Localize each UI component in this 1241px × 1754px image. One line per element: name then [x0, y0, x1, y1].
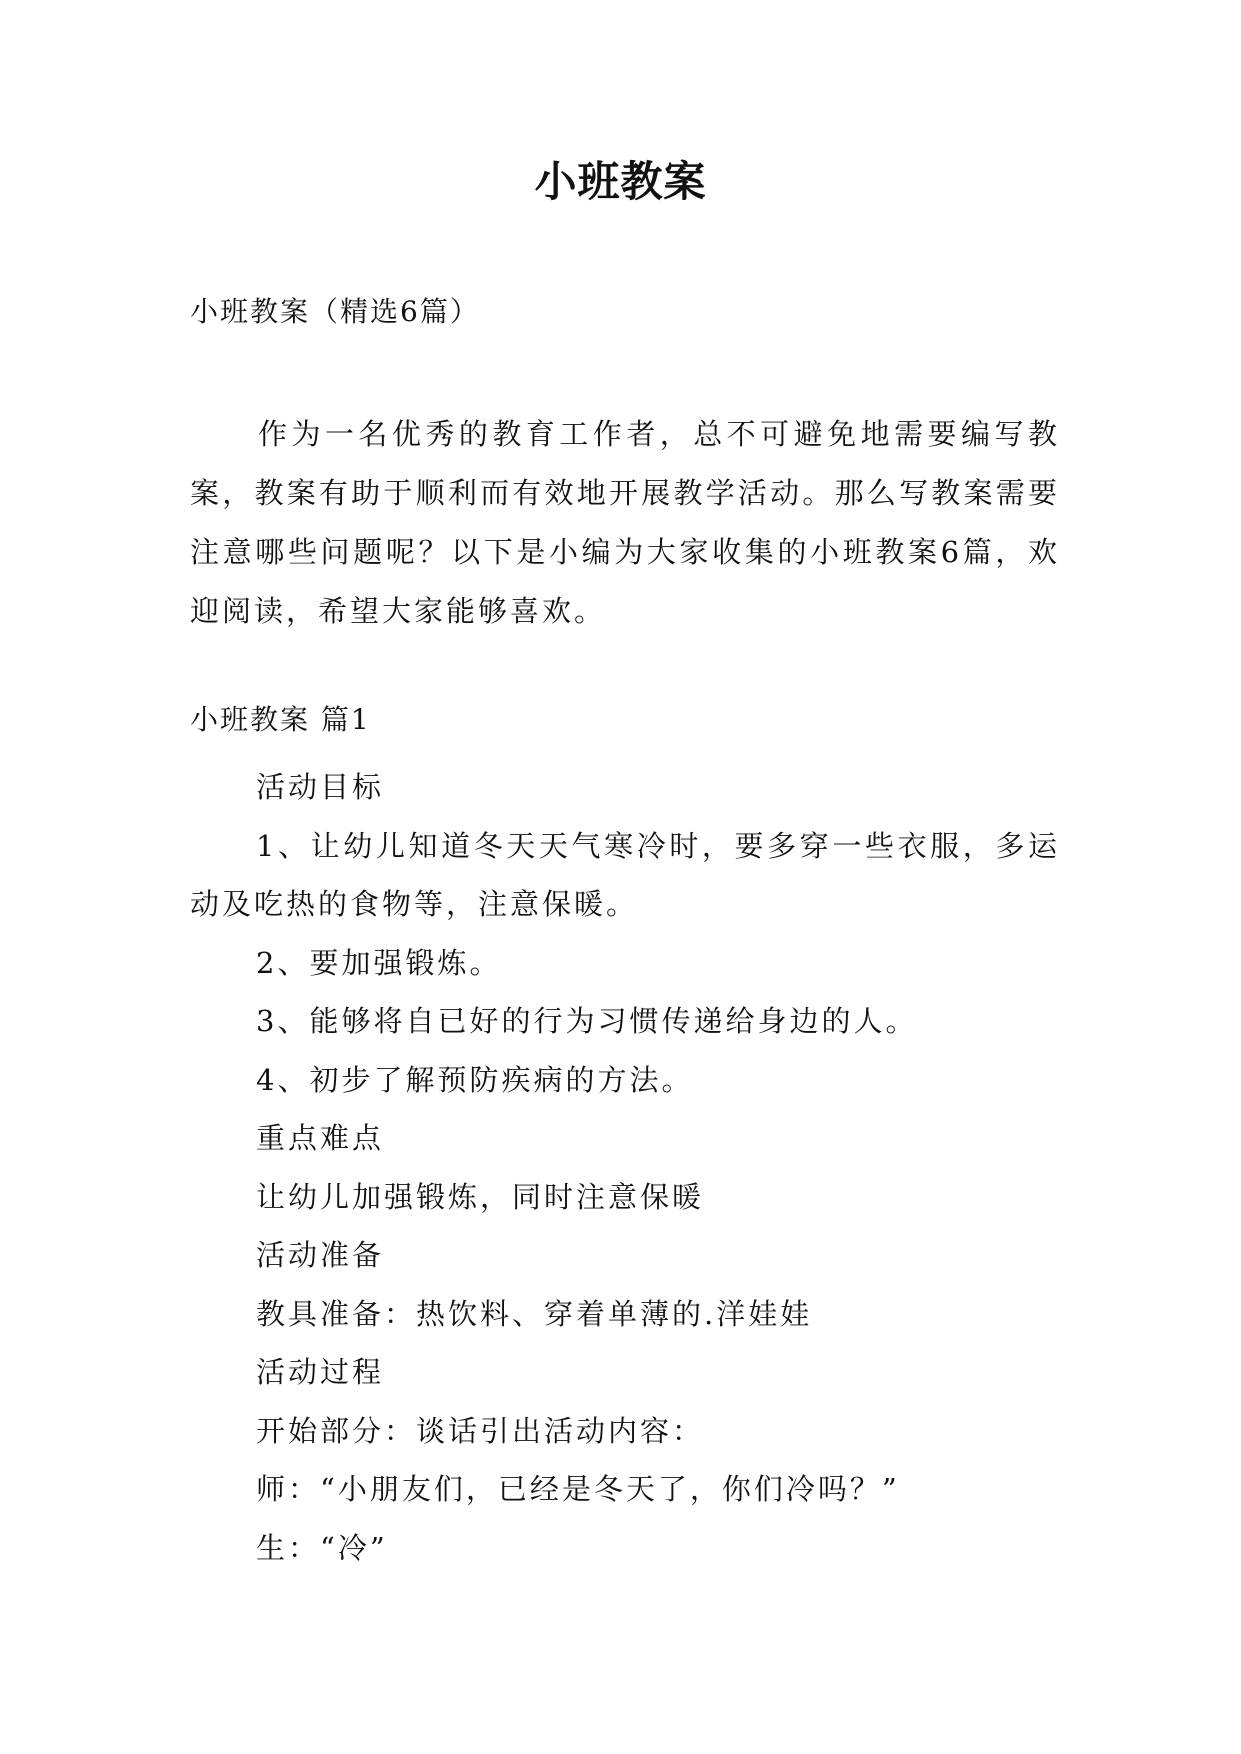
- line-goal-1: 1、让幼儿知道冬天天气寒冷时，要多穿一些衣服，多运动及吃热的食物等，注意保暖。: [190, 828, 1060, 921]
- line-goal-4: 4、初步了解预防疾病的方法。: [256, 1062, 694, 1097]
- line-activity-goals-heading: 活动目标: [256, 770, 385, 804]
- document-subtitle: 小班教案（精选6篇）: [190, 295, 480, 328]
- line-process-heading: 活动过程: [256, 1355, 385, 1389]
- section-1-heading: 小班教案 篇1: [190, 703, 371, 736]
- line-key-points: 让幼儿加强锻炼，同时注意保暖: [256, 1179, 705, 1214]
- line-key-points-heading: 重点难点: [256, 1121, 385, 1155]
- section-1: [190, 700, 1060, 1577]
- section-1-lines: [190, 758, 1060, 1577]
- line-dialogue-student: 生：“冷”: [256, 1530, 388, 1565]
- line-dialogue-teacher: 师：“小朋友们，已经是冬天了，你们冷吗？”: [256, 1472, 900, 1506]
- line-goal-2: 2、要加强锻炼。: [256, 945, 502, 980]
- document-title: 小班教案: [534, 157, 707, 206]
- line-preparation-heading: 活动准备: [256, 1238, 385, 1272]
- line-preparation: 教具准备：热饮料、穿着单薄的.洋娃娃: [256, 1296, 813, 1331]
- line-process-start: 开始部分：谈话引出活动内容：: [256, 1413, 705, 1448]
- intro-paragraph: 作为一名优秀的教育工作者，总不可避免地需要编写教案，教案有助于顺利而有效地开展教学活动。那么写教案需要注意哪些问题呢？以下是小编为大家收集的小班教案6篇，欢迎阅读，希望大家能够喜欢。: [190, 417, 1060, 628]
- line-goal-3: 3、能够将自已好的行为习惯传递给身边的人。: [256, 1004, 918, 1038]
